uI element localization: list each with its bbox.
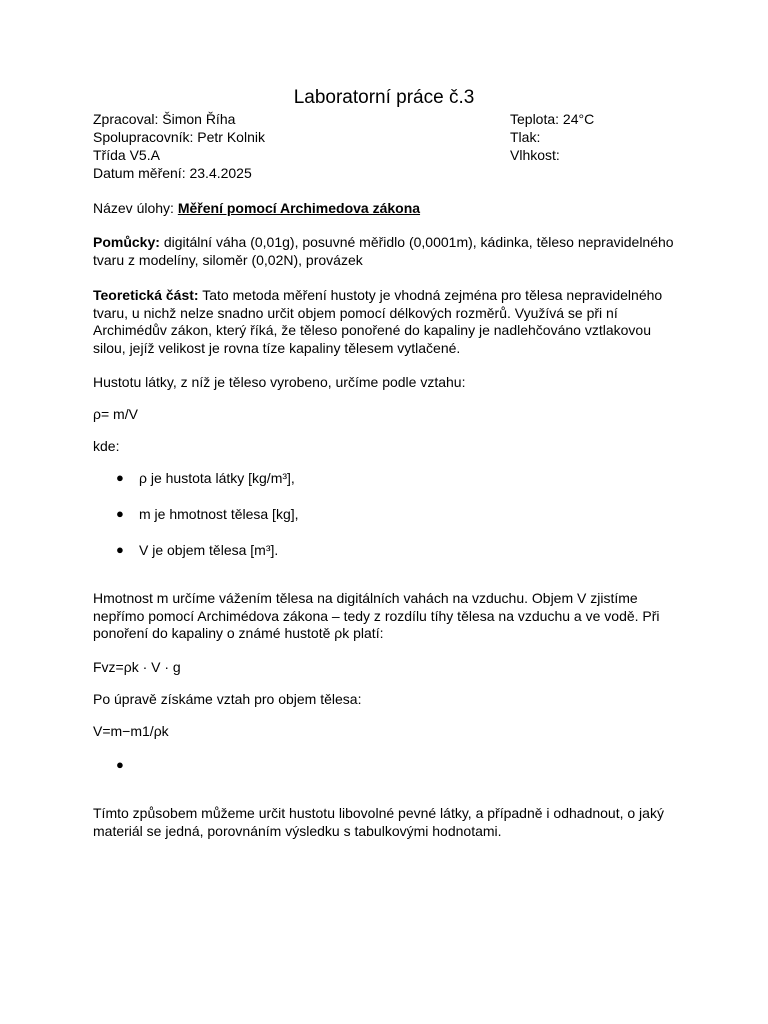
bullet-dot: ● [116, 470, 124, 485]
date-line: Datum měření: 23.4.2025 [93, 165, 252, 181]
formula-buoyancy: Fvz=ρk · V · g [93, 659, 181, 675]
pressure-line: Tlak: [510, 129, 541, 145]
task-name: Měření pomocí Archimedova zákona [177, 200, 421, 216]
density-intro: Hustotu látky, z níž je těleso vyrobeno, určíme podle vztahu: [93, 374, 466, 390]
tools-text: digitální váha (0,01g), posuvné měřidlo (0,0001m), kádinka, těleso nepravidelného tvaru z modelíny, siloměr (0,02N), provázek [93, 234, 674, 268]
theory-label: Teoretická část: [93, 287, 199, 303]
humidity-line: Vlhkost: [510, 147, 560, 163]
theory-text: Tato metoda měření hustoty je vhodná zejména pro tělesa nepravidelného tvaru, u nichž nelze snadno určit objem pomocí délkových rozměrů. Využívá se při ní Archimédův zákon, který říká, že těleso ponořené do kapaliny je nadlehčováno vztlakovou silou, jejíž velikost je rovna tíze kapaliny tělesem vytlačené. [93, 287, 663, 356]
task-name-line [93, 199, 420, 217]
author-line: Zpracoval: Šimon Říha [93, 111, 236, 127]
bullet-dot-empty: ● [116, 757, 124, 772]
collaborator-line: Spolupracovník: Petr Kolnik [93, 129, 265, 145]
conclusion-paragraph: Tímto způsobem můžeme určit hustotu libovolné pevné látky, a případně i odhadnout, o jaký materiál se jedná, porovnáním výsledku s tabulkovými hodnotami. [93, 805, 664, 839]
bullet-density: ρ je hustota látky [kg/m³], [139, 470, 295, 486]
bullet-volume: V je objem tělesa [m³]. [139, 542, 279, 558]
task-label: Název úlohy: [93, 200, 174, 216]
where-label: kde: [93, 438, 120, 454]
tools-paragraph [93, 234, 683, 269]
measurement-paragraph: Hmotnost m určíme vážením tělesa na digitálních vahách na vzduchu. Objem V zjistíme nepřímo pomocí Archimédova zákona – tedy z rozdílu tíhy tělesa na vzduchu a ve vodě. Při ponoření do kapaliny o známé hustotě ρk platí: [93, 590, 660, 641]
theory-paragraph [93, 287, 683, 357]
temperature-line: Teplota: 24°C [510, 111, 595, 127]
bullet-dot: ● [116, 506, 124, 521]
class-line: Třída V5.A [93, 147, 160, 163]
adjustment-line: Po úpravě získáme vztah pro objem tělesa: [93, 691, 362, 707]
bullet-mass: m je hmotnost tělesa [kg], [139, 506, 299, 522]
page-title: Laboratorní práce č.3 [293, 87, 475, 108]
tools-label: Pomůcky: [93, 234, 160, 250]
bullet-dot: ● [116, 542, 124, 557]
formula-density: ρ= m/V [93, 406, 138, 422]
formula-volume: V=m−m1/ρk [93, 723, 169, 739]
